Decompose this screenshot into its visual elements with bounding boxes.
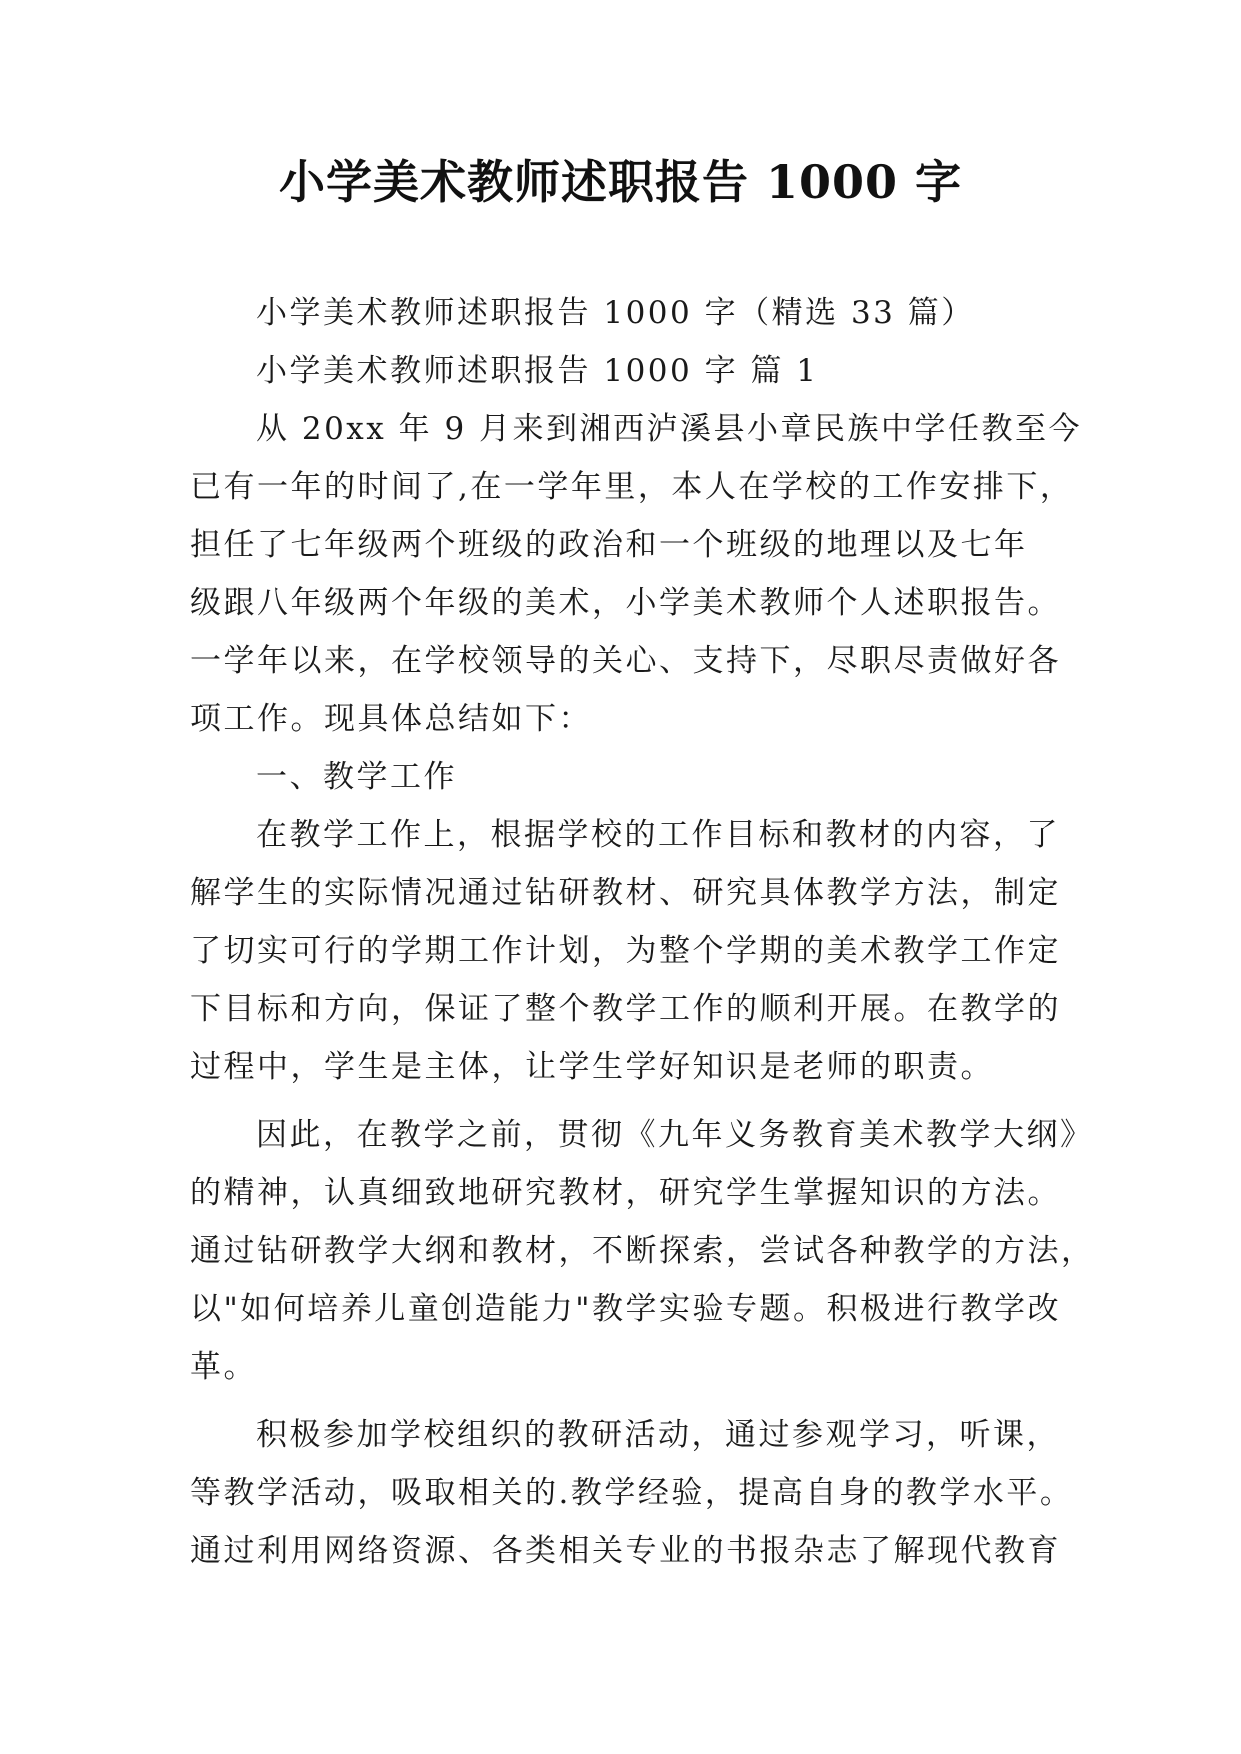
- paragraph-line: 的精神，认真细致地研究教材，研究学生掌握知识的方法。: [190, 1175, 1061, 1211]
- paragraph-line: 因此，在教学之前，贯彻《九年义务教育美术教学大纲》: [256, 1117, 1094, 1153]
- paragraph-line: 积极参加学校组织的教研活动，通过参观学习，听课，: [256, 1417, 1060, 1453]
- paragraph-line: 以"如何培养儿童创造能力"教学实验专题。积极进行教学改: [190, 1291, 1062, 1327]
- section-heading-line: 一、教学工作: [256, 759, 457, 795]
- paragraph-line: 过程中，学生是主体，让学生学好知识是老师的职责。: [190, 1049, 994, 1085]
- paragraph-line: 担任了七年级两个班级的政治和一个班级的地理以及七年: [190, 527, 1028, 563]
- paragraph-line: 革。: [190, 1349, 257, 1385]
- paragraph-line: 在教学工作上，根据学校的工作目标和教材的内容，了: [256, 817, 1060, 853]
- paragraph-line: 级跟八年级两个年级的美术，小学美术教师个人述职报告。: [190, 585, 1061, 621]
- paragraph-line: 通过钻研教学大纲和教材，不断探索，尝试各种教学的方法，: [190, 1233, 1095, 1269]
- section-heading-line: 小学美术教师述职报告 1000 字 篇 1: [256, 353, 819, 389]
- paragraph-line: 通过利用网络资源、各类相关专业的书报杂志了解现代教育: [190, 1533, 1061, 1569]
- document-title: 小学美术教师述职报告 1000 字: [278, 155, 963, 209]
- subtitle-line: 小学美术教师述职报告 1000 字（精选 33 篇）: [256, 295, 975, 331]
- paragraph-line: 项工作。现具体总结如下：: [190, 701, 592, 737]
- paragraph-line: 解学生的实际情况通过钻研教材、研究具体教学方法，制定: [190, 875, 1061, 911]
- document-body: [190, 284, 1095, 1580]
- paragraph-line: 从 20xx 年 9 月来到湘西泸溪县小章民族中学任教至今: [256, 411, 1083, 447]
- paragraph-line: 已有一年的时间了,在一学年里，本人在学校的工作安排下，: [190, 469, 1074, 505]
- paragraph-line: 一学年以来，在学校领导的关心、支持下，尽职尽责做好各: [190, 643, 1061, 679]
- paragraph-line: 下目标和方向，保证了整个教学工作的顺利开展。在教学的: [190, 991, 1061, 1027]
- paragraph-line: 等教学活动，吸取相关的.教学经验，提高自身的教学水平。: [190, 1475, 1074, 1511]
- paragraph-line: 了切实可行的学期工作计划，为整个学期的美术教学工作定: [190, 933, 1061, 969]
